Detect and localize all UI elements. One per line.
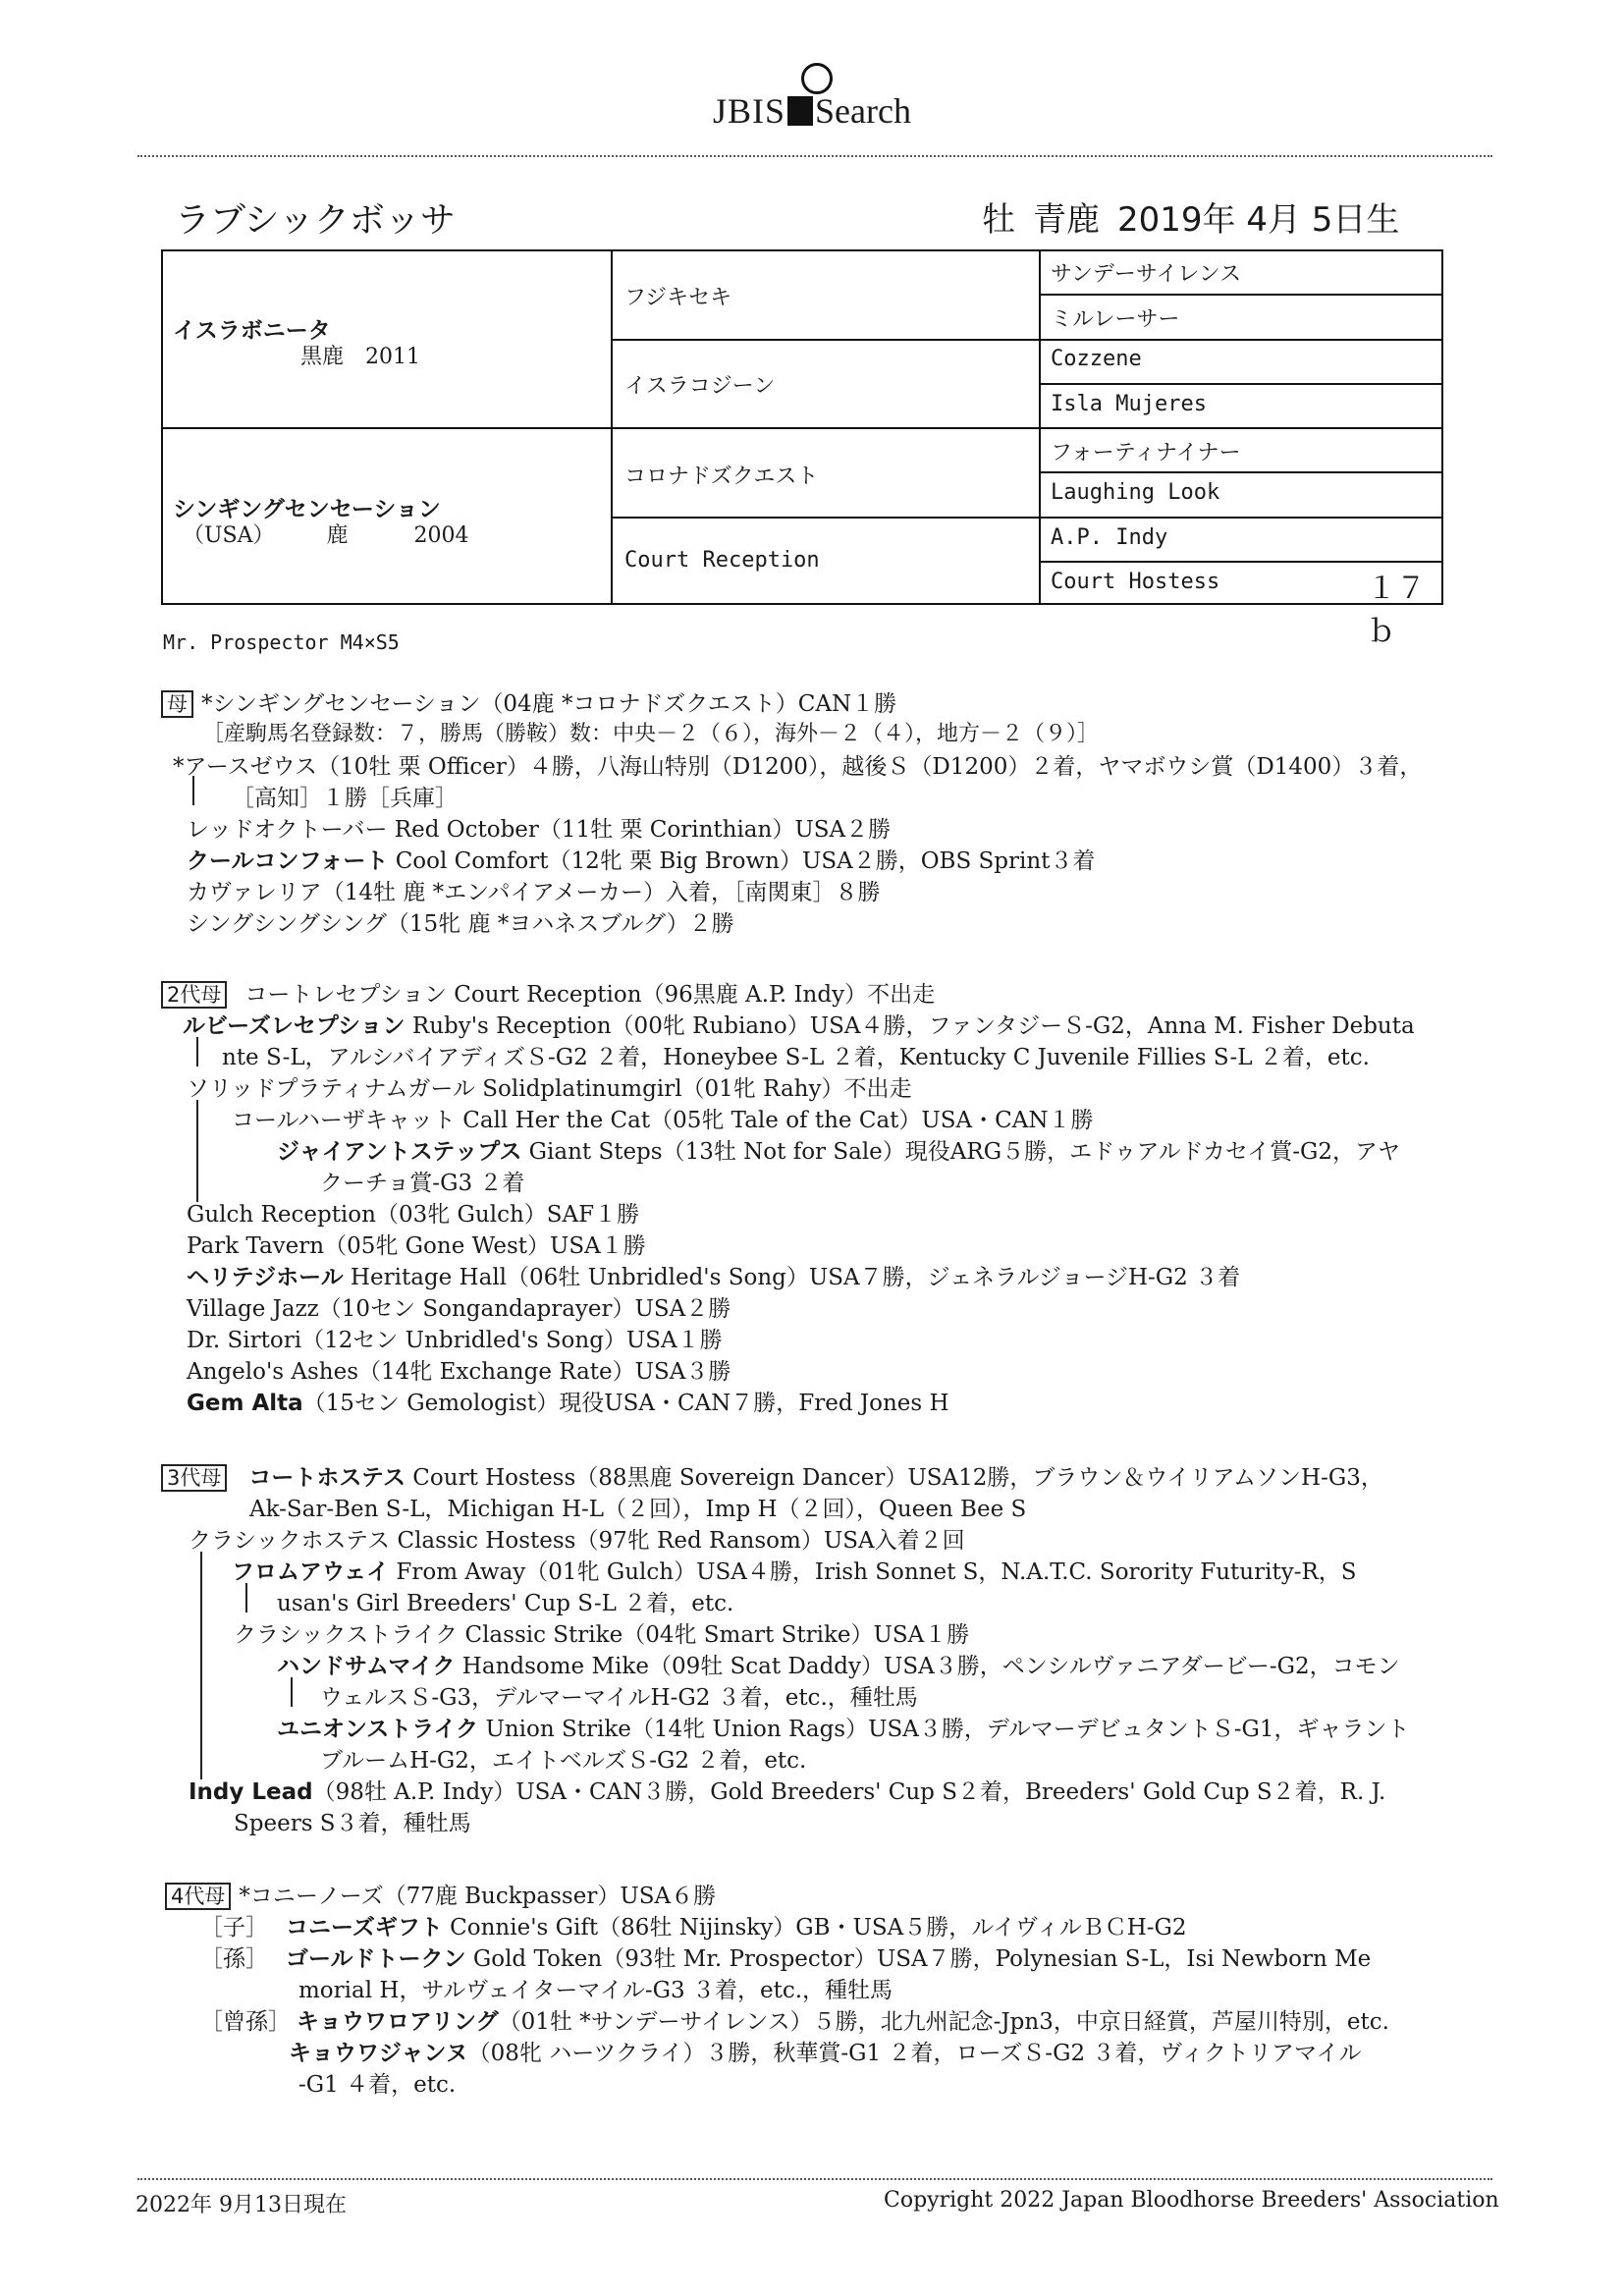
- g4-c: [200, 2003, 1389, 2036]
- dam-line: *シンギングセンセーション（04鹿 *コロナドズクエスト）CAN１勝: [201, 691, 897, 717]
- header-divider: [137, 155, 1492, 157]
- progeny-3: [187, 843, 1095, 875]
- family-number: １７ｂ: [1367, 572, 1426, 649]
- footer-date: 2022年 9月13日現在: [135, 2193, 347, 2217]
- dam-sire: コロナドズクエスト: [624, 465, 819, 489]
- g2-h: Village Jazz（10セン Songandaprayer）USA２勝: [187, 1296, 731, 1322]
- sire-info: 黒鹿 2011: [300, 345, 420, 369]
- dam-name: シンギングセンセーション: [173, 497, 441, 522]
- g4-a: [200, 1909, 1187, 1941]
- g2-j: Angelo's Ashes（14牝 Exchange Rate）USA３勝: [187, 1359, 731, 1385]
- g2-d: [277, 1133, 1400, 1166]
- g4-b-tag: ［孫］: [200, 1946, 268, 1972]
- tree-line: [196, 1100, 198, 1202]
- tree-line: [245, 1583, 247, 1613]
- horse-logo-icon: [787, 96, 813, 126]
- logo-jbis-text: JBIS: [713, 91, 786, 131]
- horse-info: [982, 192, 1417, 241]
- horse-sex: 牡: [982, 200, 1015, 240]
- g3-e-detail: Union Strike（14牝 Union Rags）USA３勝，デルマーデビュタントＳ-G1，ギャラント: [478, 1717, 1410, 1742]
- dam-dam: Court Reception: [624, 548, 820, 573]
- g3-name: コートホステス: [248, 1465, 406, 1491]
- ped-sds: Cozzene: [1051, 347, 1142, 371]
- g3-b: [232, 1554, 1357, 1586]
- g3-f-detail: （98牡 A.P. Indy）USA・CAN３勝，Gold Breeders' Cup S２着，Breeders' Gold Cup S２着，R. J.: [312, 1779, 1386, 1805]
- g2-g-name: ヘリテジホール: [187, 1265, 344, 1290]
- g2-g-detail: Heritage Hall（06牡 Unbridled's Song）USA７勝，ジェネラルジョージH-G2 ３着: [343, 1265, 1241, 1290]
- ped-dss: フォーティナイナー: [1051, 441, 1241, 465]
- g2-a: [183, 1008, 1415, 1040]
- progeny-1: *アースゼウス（10牡 栗 Officer）４勝，八海山特別（D1200），越後Ｓ（D1200）２着，ヤマボウシ賞（D1400）３着，: [173, 754, 1423, 780]
- g3-e-name: ユニオンストライク: [277, 1717, 479, 1742]
- progeny-4: カヴァレリア（14牡 鹿 *エンパイアメーカー）入着，［南関東］８勝: [187, 880, 881, 905]
- jbis-logo: [0, 90, 1624, 132]
- horse-name: ラブシックボッサ: [175, 200, 456, 241]
- progeny-1-cont: ［高知］１勝［兵庫］: [232, 786, 458, 811]
- g3-b-name: フロムアウェイ: [232, 1559, 390, 1585]
- dam-origin: （USA）: [183, 523, 275, 548]
- g2-k-detail: （15セン Gemologist）現役USA・CAN７勝，Fred Jones H: [302, 1391, 949, 1416]
- g3-line-cont: Ak-Sar-Ben S-L，Michigan H-L（２回），Imp H（２回），Queen Bee S: [249, 1497, 1027, 1522]
- g4-b-detail: Gold Token（93牡 Mr. Prospector）USA７勝，Polynesian S-L，Isi Newborn Me: [465, 1946, 1372, 1972]
- ped-sss: サンデーサイレンス: [1051, 262, 1242, 287]
- g2-a-cont: nte S-L，アルシバイアディズＳ-G2 ２着，Honeybee S-L ２着，Kentucky C Juvenile Fillies S-L ２着，etc.: [222, 1045, 1370, 1070]
- g2-a-detail: Ruby's Reception（00牝 Rubiano）USA４勝，ファンタジーＳ-G2，Anna M. Fisher Debuta: [405, 1013, 1415, 1039]
- g4-a-name: コニーズギフト: [286, 1915, 443, 1941]
- g4-c-name: キョウワロアリング: [297, 2009, 499, 2035]
- g4-section-header: [165, 1878, 716, 1910]
- sire-sire: フジキセキ: [624, 286, 732, 310]
- g3-line: Court Hostess（88黒鹿 Sovereign Dancer）USA12勝，ブラウン＆ウイリアムソンH-G3，: [406, 1465, 1383, 1491]
- dam-year: 2004: [413, 523, 469, 548]
- dam-info: [183, 519, 469, 549]
- logo-search-text: Search: [815, 91, 911, 131]
- g4-b-name: ゴールドトークン: [286, 1946, 466, 1972]
- g3-d-detail: Handsome Mike（09牡 Scat Daddy）USA３勝，ペンシルヴァニアダービー-G2，コモン: [455, 1654, 1400, 1679]
- g2-f: Park Tavern（05牝 Gone West）USA１勝: [187, 1233, 646, 1259]
- g4-c-tag: ［曾孫］: [200, 2009, 291, 2035]
- dam-stats: ［産駒馬名登録数：７，勝馬（勝鞍）数：中央－２（６），海外－２（４），地方－２（９）］: [202, 722, 1100, 746]
- horse-birth: 2019年 4月 5日生: [1117, 200, 1400, 240]
- footer-copyright: Copyright 2022 Japan Bloodhorse Breeders' Association: [884, 2188, 1499, 2213]
- g4-d-detail: （08牝 ハーツクライ）３勝，秋華賞-G1 ２着，ローズＳ-G2 ３着，ヴィクトリアマイル: [467, 2041, 1362, 2066]
- g2-e: Gulch Reception（03牝 Gulch）SAF１勝: [187, 1202, 640, 1228]
- g3-f: [189, 1774, 1385, 1806]
- progeny-2: レッドオクトーバー Red October（11牡 栗 Corinthian）USA２勝: [187, 817, 892, 843]
- ped-ddd: Court Hostess: [1051, 570, 1220, 594]
- dam-color: 鹿: [326, 523, 349, 548]
- g2-d-detail: Giant Steps（13牡 Not for Sale）現役ARG５勝，エドゥアルドカセイ賞-G2，アヤ: [521, 1139, 1400, 1165]
- ped-sdd: Isla Mujeres: [1051, 392, 1207, 416]
- sire-name: イスラボニータ: [173, 318, 331, 344]
- tree-line: [200, 1552, 202, 1779]
- g4-d-cont: -G1 ４着，etc.: [298, 2072, 457, 2098]
- g4-b: [200, 1941, 1371, 1973]
- g2-c: コールハーザキャット Call Her the Cat（05牝 Tale of the Cat）USA・CAN１勝: [232, 1108, 1094, 1133]
- ped-ssd: ミルレーサー: [1051, 307, 1180, 332]
- g3-b-cont: usan's Girl Breeders' Cup S-L ２着，etc.: [277, 1591, 734, 1616]
- g2-g: [187, 1259, 1240, 1291]
- g3-c: クラシックストライク Classic Strike（04牝 Smart Strike）USA１勝: [234, 1622, 970, 1648]
- g2-i: Dr. Sirtori（12セン Unbridled's Song）USA１勝: [187, 1328, 723, 1353]
- g3-d: [277, 1648, 1400, 1680]
- ped-dds: A.P. Indy: [1051, 525, 1168, 550]
- g3-a: クラシックホステス Classic Hostess（97牝 Red Ransom）USA入着２回: [189, 1528, 965, 1554]
- tree-line: [196, 1037, 198, 1066]
- g3-f-cont: Speers S３着，種牡馬: [234, 1811, 471, 1836]
- g4-label: 4代母: [165, 1883, 231, 1910]
- g2-b: ソリッドプラティナムガール Solidplatinumgirl（01牝 Rahy）不出走: [187, 1076, 912, 1102]
- g2-line: コートレセプション Court Reception（96黒鹿 A.P. Indy）不出走: [244, 982, 936, 1008]
- g4-c-detail: （01牡 *サンデーサイレンス）５勝，北九州記念-Jpn3，中京日経賞，芦屋川特別，etc.: [498, 2009, 1389, 2035]
- inbreeding-note: Mr. Prospector M4×S5: [163, 630, 400, 654]
- footer-divider: [137, 2178, 1492, 2180]
- g3-e-cont: ブルームH-G2，エイトベルズＳ-G2 ２着，etc.: [320, 1748, 807, 1774]
- g3-d-name: ハンドサムマイク: [277, 1654, 456, 1679]
- g3-b-detail: From Away（01牝 Gulch）USA４勝，Irish Sonnet S，N.A.T.C. Sorority Futurity-R，S: [389, 1559, 1357, 1585]
- g3-e: [277, 1711, 1409, 1743]
- g3-section-header: [161, 1459, 1383, 1492]
- g4-d-name: キョウワジャンヌ: [289, 2041, 468, 2066]
- g3-d-cont: ウェルスＳ-G3，デルマーマイルH-G2 ３着，etc.，種牡馬: [320, 1685, 918, 1711]
- sire-dam: イスラコジーン: [624, 374, 776, 399]
- g3-label: 3代母: [161, 1464, 227, 1492]
- g2-label: 2代母: [161, 981, 227, 1009]
- g4-b-cont: morial H，サルヴェイターマイル-G3 ３着，etc.，種牡馬: [298, 1978, 893, 2003]
- progeny-3-detail: Cool Comfort（12牝 栗 Big Brown）USA２勝，OBS Sprint３着: [388, 848, 1096, 874]
- horse-color: 青鹿: [1033, 200, 1100, 240]
- g2-k: [187, 1385, 949, 1417]
- g4-a-tag: ［子］: [200, 1915, 268, 1941]
- g2-d-cont: クーチョ賞-G3 ２着: [320, 1171, 525, 1196]
- g4-a-detail: Connie's Gift（86牡 Nijinsky）GB・USA５勝，ルイヴィルＢＣH-G2: [442, 1915, 1187, 1941]
- progeny-3-name: クールコンフォート: [187, 848, 389, 874]
- g4-line: *コニーノーズ（77鹿 Buckpasser）USA６勝: [239, 1884, 717, 1909]
- dam-section-header: [161, 685, 896, 718]
- g2-section-header: [161, 976, 935, 1009]
- g2-d-name: ジャイアントステップス: [277, 1139, 522, 1165]
- g4-d: [289, 2035, 1362, 2067]
- g2-k-name: Gem Alta: [187, 1391, 303, 1416]
- progeny-5: シングシングシング（15牝 鹿 *ヨハネスブルグ）２勝: [187, 911, 734, 937]
- g3-f-name: Indy Lead: [189, 1779, 313, 1805]
- tree-line: [291, 1677, 293, 1707]
- g2-a-name: ルビーズレセプション: [183, 1013, 406, 1039]
- ped-dsd: Laughing Look: [1051, 480, 1220, 505]
- dam-label: 母: [161, 690, 193, 718]
- tree-line: [192, 776, 194, 805]
